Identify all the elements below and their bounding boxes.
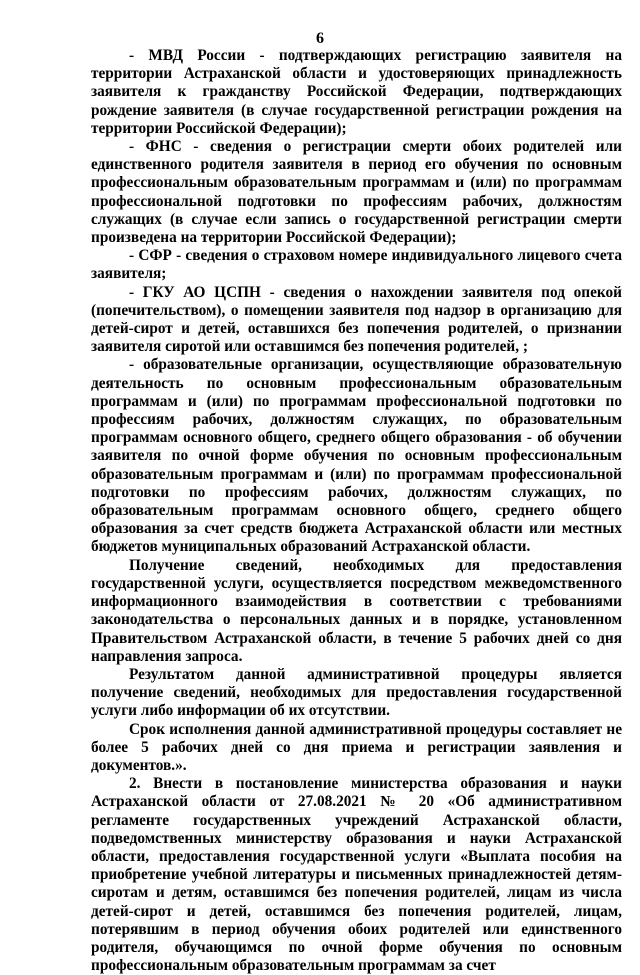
paragraph-gku: - ГКУ АО ЦСПН - сведения о нахождении заявителя под опекой (попечительством), о помещении заявителя под надзор в организацию для детей-сирот и детей, оставшихся без попечения родителей, о признании заявителя сиротой или оставшимся без попечения родителей, ; bbox=[91, 283, 622, 356]
paragraph-sfr: - СФР - сведения о страховом номере индивидуального лицевого счета заявителя; bbox=[91, 247, 622, 283]
paragraph-amendment: 2. Внести в постановление министерства образования и науки Астраханской области от 27.08.2021 № 20 «Об административном регламенте государственных учреждений Астраханской области, подведомственных министерству образования и науки Астраханской области, предоставления государственной услуги «Выплата пособия на приобретение учебной литературы и письменных принадлежностей детям-сиротам и детям, оставшимся без попечения родителей, лицам из числа детей-сирот и детей, оставшимся без попечения родителей, лицам, потерявшим в период обучения обоих родителей или единственного родителя, обучающимся по очной форме обучения по основным профессиональным образовательным программам за счет bbox=[91, 775, 622, 975]
paragraph-result: Результатом данной административной процедуры является получение сведений, необходимых для предоставления государственной услуги либо информации об их отсутствии. bbox=[91, 665, 622, 720]
paragraph-interagency: Получение сведений, необходимых для предоставления государственной услуги, осуществляется посредством межведомственного информационного взаимодействия в соответствии с требованиями законодательства о персональных данных и в порядке, установленном Правительством Астраханской области, в течение 5 рабочих дней со дня направления запроса. bbox=[91, 556, 622, 665]
paragraph-edu-orgs: - образовательные организации, осуществляющие образовательную деятельность по основным профессиональным образовательным программам и (или) по программам профессиональной подготовки по профессиям рабочих, должностям служащих, по образовательным программам основного общего, среднего общего образования - об обучении заявителя по очной форме обучения по основным профессиональным образовательным программам и (или) по программам профессиональной подготовки по профессиям рабочих, должностям служащих, по образовательным программам основного общего, среднего общего образования за счет средств бюджета Астраханской области или местных бюджетов муниципальных образований Астраханской области. bbox=[91, 356, 622, 556]
document-body bbox=[91, 47, 622, 975]
paragraph-deadline: Срок исполнения данной административной процедуры составляет не более 5 рабочих дней со дня приема и регистрации заявления и документов.». bbox=[91, 720, 622, 774]
page-number: 6 bbox=[316, 30, 324, 47]
paragraph-mvd: - МВД России - подтверждающих регистрацию заявителя на территории Астраханской области и удостоверяющих принадлежность заявителя к гражданству Российской Федерации, подтверждающих рождение заявителя (в случае государственной регистрации рождения на территории Российской Федерации); bbox=[91, 47, 622, 137]
paragraph-fns: - ФНС - сведения о регистрации смерти обоих родителей или единственного родителя заявителя в период его обучения по основным профессиональным образовательным программам и (или) по программам профессиональной подготовки по профессиям рабочих, должностям служащих (в случае если запись о государственной регистрации смерти произведена на территории Российской Федерации); bbox=[91, 138, 622, 247]
